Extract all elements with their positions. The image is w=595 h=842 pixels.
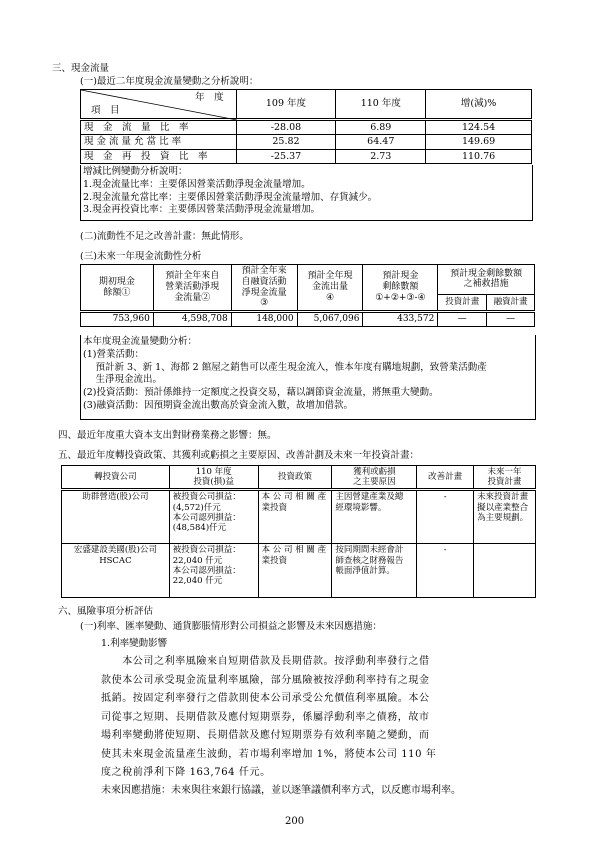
note-line: (3)融資活動：因預期資金流出數高於資金流入數，故增加借款。 xyxy=(83,400,353,412)
header-year-label: 年 度 xyxy=(195,92,224,103)
section6-sub1: (一)利率、匯率變動、通貨膨脹情形對公司損益之影響及未來因應措施： xyxy=(80,621,382,632)
row-label: 現 金 再 投 資 比 率 xyxy=(81,149,237,163)
note-line: 1.現金流量比率：主要係因營業活動淨現金流量增加。 xyxy=(83,178,311,190)
note-line: (2)投資活動：預計係維持一定額度之投資交易，藉以調節資金流量，將無重大變動。 xyxy=(83,387,439,399)
cell: 148,000 xyxy=(231,312,297,327)
header-line: 之補救措施 xyxy=(463,279,509,290)
cell-line: 助群營造(股)公司 xyxy=(82,492,149,503)
liquidity-notes-box xyxy=(80,335,536,420)
section6-title: 六、風險事項分析評估 xyxy=(58,606,154,617)
cell: 64.47 xyxy=(336,135,426,149)
table-row xyxy=(62,490,536,544)
cell: 753,960 xyxy=(81,312,154,327)
note-line: 生淨現金流出。 xyxy=(83,374,163,386)
cell-line: 本 公 司 相 關 產 xyxy=(261,492,327,503)
note-line: 2.現金流量允當比率：主要係因營業活動淨現金流量增加、存貨減少。 xyxy=(83,191,378,203)
header-line: 餘額① xyxy=(103,287,131,298)
policy-cell xyxy=(258,544,332,598)
section6-item1: 1.利率變動影響 xyxy=(101,638,168,649)
cell-line: 經環境影響。 xyxy=(335,502,387,513)
cell-line: (4,572)仟元 xyxy=(172,502,221,513)
para-line: 度之稅前淨利下降 163,764 仟元。 xyxy=(101,767,271,778)
cell: 25.82 xyxy=(236,135,336,149)
para-line: 司從事之短期、長期借款及應付短期票券，係屬浮動利率之債務，故市 xyxy=(101,711,430,723)
row-label: 現 金 流 量 比 率 xyxy=(81,120,237,135)
header-line: 未來一年 xyxy=(487,467,522,477)
col-header-policy: 投資政策 xyxy=(258,466,332,490)
header-line: 獲利或虧損 xyxy=(353,467,396,477)
header-line: ③ xyxy=(260,298,269,309)
cell: 110.76 xyxy=(426,149,532,163)
col-header-improve: 改善計畫 xyxy=(417,466,474,490)
cell-line: 按同期間未經會計 xyxy=(335,545,404,556)
para-line: 款使本公司承受現金流量利率風險，部分風險被按浮動利率持有之現金 xyxy=(101,674,430,686)
para-line: 場利率變動將使短期、長期借款及應付短期票券有效利率隨之變動，而 xyxy=(101,730,430,741)
cell: 149.69 xyxy=(426,135,532,149)
section3-sub2: (二)流動性不足之改善計畫：無此情形。 xyxy=(80,231,249,242)
col-header-future xyxy=(474,466,536,490)
section3-sub1: (一)最近二年度現金流量變動之分析說明： xyxy=(80,76,259,87)
section3-sub3: (三)未來一年現金流動性分析 xyxy=(80,251,202,262)
cell-line: 帳面淨值計算。 xyxy=(335,565,395,576)
header-line: 自融資活動 xyxy=(241,276,287,287)
table-row xyxy=(81,120,532,135)
col-header-finance: 融資計畫 xyxy=(487,294,535,311)
col-header-surplus xyxy=(363,265,438,312)
para-line: 抵銷。按固定利率發行之借款則使本公司承受公允價值利率風險。本公 xyxy=(101,693,430,704)
table-row xyxy=(62,544,536,598)
col-header: 110 年度 xyxy=(336,90,426,120)
company-cell xyxy=(62,544,170,598)
table-row xyxy=(81,149,532,163)
cell-line: 本公司認列損益： xyxy=(172,565,241,576)
header-line: 投資(損)益 xyxy=(193,477,234,488)
cell-line: HSCAC xyxy=(99,555,132,566)
company-cell xyxy=(62,490,170,544)
header-line: 期初現金 xyxy=(98,276,135,287)
cell: — xyxy=(438,312,487,327)
col-header-financing xyxy=(231,265,297,312)
header-line: 營業活動淨現 xyxy=(165,282,220,293)
gain-cell xyxy=(169,544,258,598)
header-line: 預計現金 xyxy=(382,271,419,282)
cash-flow-ratio-table xyxy=(80,89,532,164)
table-row xyxy=(81,312,535,327)
cell-line: 主因營建產業及總 xyxy=(335,492,404,503)
col-header-company: 轉投資公司 xyxy=(62,466,170,490)
cell-line: 宏盛建設美國(股)公司 xyxy=(73,545,157,556)
policy-cell xyxy=(258,490,332,544)
header-line: 淨現金流量 xyxy=(241,287,287,298)
header-line: 投資計畫 xyxy=(487,477,522,488)
note-line: 本年度現金流量變動分析： xyxy=(83,336,198,347)
para-line: 使其未來現金流量產生波動，若市場利率增加 1%，將使本公司 110 年 xyxy=(101,748,437,760)
header-line: 預計全年來 xyxy=(241,266,287,276)
para-line: 本公司之利率風險來自短期借款及長期借款。按浮動利率發行之借 xyxy=(101,656,430,667)
header-line: 預計全年現 xyxy=(307,271,353,282)
cell: 2.73 xyxy=(336,149,426,163)
section5-title: 五、最近年度轉投資政策、其獲利或虧損之主要原因、改善計劃及未來一年投資計畫： xyxy=(58,450,420,461)
header-line: 剩餘數額 xyxy=(382,282,419,293)
header-item-label: 項 目 xyxy=(91,104,120,116)
liquidity-table xyxy=(80,264,535,327)
ratio-notes-box xyxy=(80,165,533,221)
table-row xyxy=(81,135,532,149)
cell-line: 未來投資計畫 xyxy=(477,492,529,503)
cell: 433,572 xyxy=(363,312,438,327)
header-line: 110 年度 xyxy=(195,467,232,477)
note-line: (1)營業活動： xyxy=(83,348,144,360)
reason-cell xyxy=(332,490,417,544)
header-line: 預計全年來自 xyxy=(165,271,220,282)
col-header-outflow xyxy=(297,265,363,312)
note-line: 3.現金再投資比率：主要係因營業活動淨現金流量增加。 xyxy=(83,204,321,216)
page-number: 200 xyxy=(285,816,305,827)
col-header: 增(減)% xyxy=(426,90,532,120)
section4-text: 四、最近年度重大資本支出對財務業務之影響：無。 xyxy=(58,430,277,441)
cell-line: 擬以產業整合 xyxy=(477,502,529,513)
future-measures: 未來因應措施：未來與往來銀行協議，並以逐筆議價利率方式，以反應市場利率。 xyxy=(101,785,461,796)
col-header-operating xyxy=(153,265,231,312)
cell: 4,598,708 xyxy=(153,312,231,327)
note-line: 預計新 3、新 1、海都 2 館屋之銷售可以產生現金流入，惟本年度有購地規劃，致營業活動產 xyxy=(83,361,487,373)
investment-table xyxy=(61,465,536,598)
cell-line: 被投資公司損益： xyxy=(172,545,241,556)
interest-rate-paragraph xyxy=(101,653,531,783)
cell-line: (48,584)仟元 xyxy=(172,522,227,533)
col-header-remedy xyxy=(438,265,535,295)
col-header-opening-cash xyxy=(81,265,154,312)
cell: -28.08 xyxy=(236,120,336,135)
gain-cell xyxy=(169,490,258,544)
header-line: 金流出量 xyxy=(312,282,349,293)
cell-line: 被投資公司損益： xyxy=(172,492,241,503)
cell-line: 業投資 xyxy=(261,502,288,513)
diagonal-header-cell xyxy=(81,90,237,120)
col-header-invest: 投資計畫 xyxy=(438,294,487,311)
cell-line: 為主要規劃。 xyxy=(477,512,529,523)
header-line: 金流量② xyxy=(174,292,211,303)
cell-line: 業投資 xyxy=(261,555,288,566)
col-header-reason xyxy=(332,466,417,490)
col-header: 109 年度 xyxy=(236,90,336,120)
future-cell xyxy=(474,544,536,598)
section3-title: 三、現金流量 xyxy=(52,63,110,74)
header-line: 之主要原因 xyxy=(353,477,396,488)
reason-cell xyxy=(332,544,417,598)
col-header-gain xyxy=(169,466,258,490)
cell: — xyxy=(487,312,535,327)
cell: 6.89 xyxy=(336,120,426,135)
header-line: ④ xyxy=(325,292,335,303)
cell: -25.37 xyxy=(236,149,336,163)
row-label: 現 金 流 量 允 當 比 率 xyxy=(81,135,237,149)
improve-cell: - xyxy=(417,490,474,544)
cell: 124.54 xyxy=(426,120,532,135)
improve-cell: - xyxy=(417,544,474,598)
header-line: ①+②+③-④ xyxy=(375,292,426,303)
cell-line: 本公司認列損益： xyxy=(172,512,241,523)
header-line: 預計現金剩餘數額 xyxy=(450,268,523,279)
cell: 5,067,096 xyxy=(297,312,363,327)
cell-line: 本 公 司 相 關 產 xyxy=(261,545,327,556)
cell-line: 22,040 仟元 xyxy=(172,575,223,586)
note-line: 增減比例變動分析說明： xyxy=(83,166,188,177)
cell-line: 22,040 仟元 xyxy=(172,555,223,566)
future-cell xyxy=(474,490,536,544)
cell-line: 師查核之財務報告 xyxy=(335,555,404,566)
